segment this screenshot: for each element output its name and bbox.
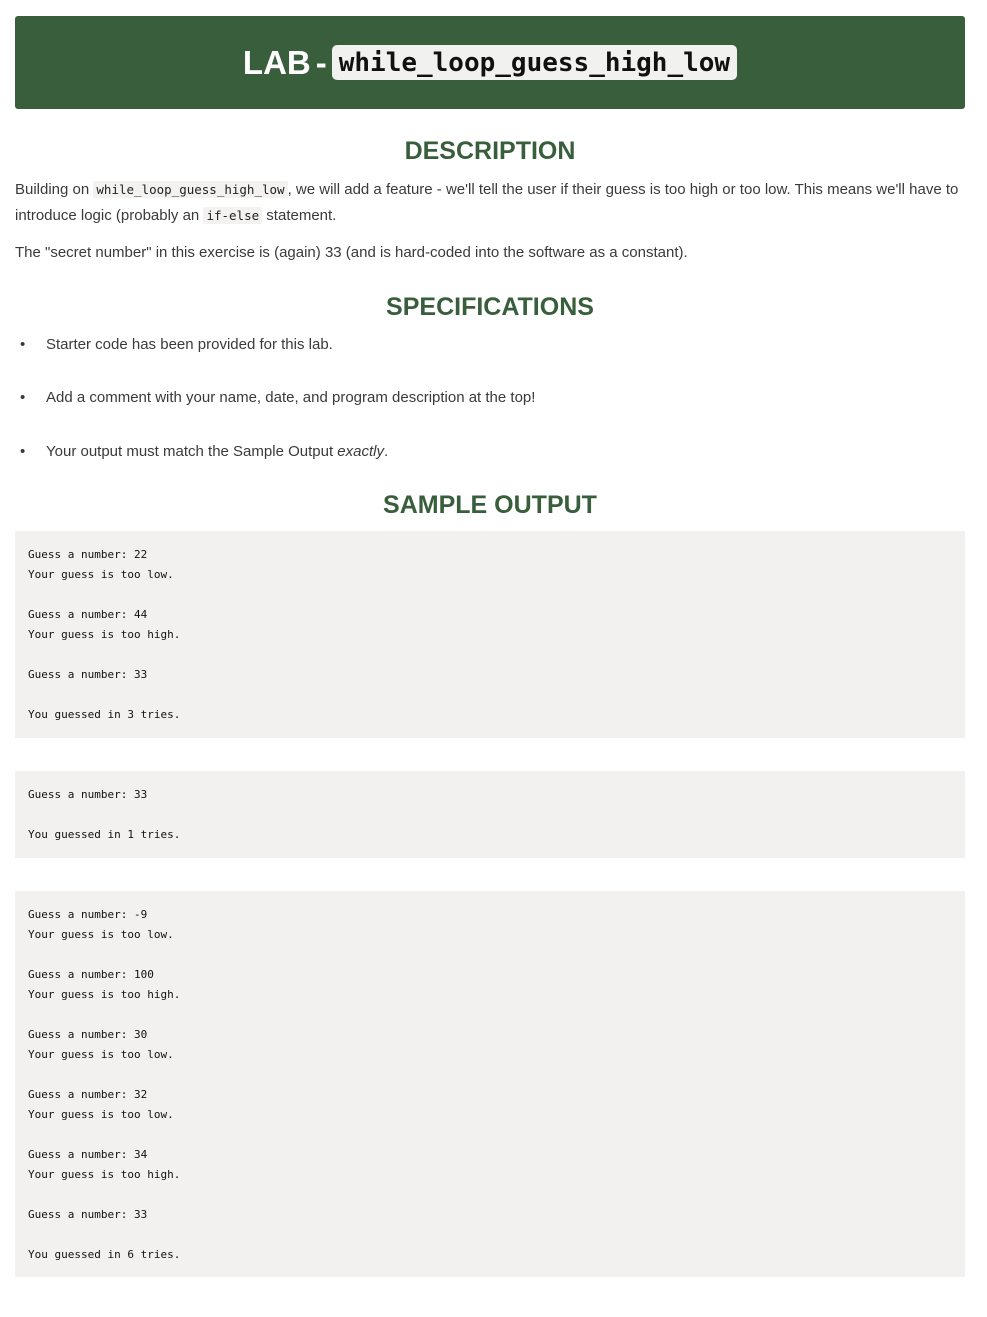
page-title <box>243 44 737 82</box>
bullet-icon: • <box>20 336 26 353</box>
description-paragraph-2: The "secret number" in this exercise is (again) 33 (and is hard-coded into the software as a constant). <box>15 244 688 261</box>
description-paragraph-1 <box>15 177 965 229</box>
sample-output-block-1: Guess a number: 22 Your guess is too low. Guess a number: 44 Your guess is too high. Guess a number: 33 You guessed in 3 tries. <box>15 531 965 738</box>
sample-output-heading: SAMPLE OUTPUT <box>383 491 597 519</box>
specifications-heading: SPECIFICATIONS <box>386 293 594 321</box>
desc-text-1: Building on <box>15 181 94 198</box>
desc-code-lab-name: while_loop_guess_high_low <box>93 181 287 198</box>
spec-item-text: Add a comment with your name, date, and program description at the top! <box>46 389 536 406</box>
description-heading: DESCRIPTION <box>404 137 576 165</box>
spec-item-text-end: . <box>383 443 389 460</box>
spec-item-text: Starter code has been provided for this lab. <box>46 336 333 353</box>
title-prefix: LAB <box>242 43 311 81</box>
desc-text-2: , we will add a feature - we'll tell the user if their guess is too high or too low. This means we'll have to introduce logic (probably an <box>15 181 959 224</box>
lab-name-code: while_loop_guess_high_low <box>332 45 737 80</box>
desc-code-if-else: if-else <box>203 207 262 224</box>
spec-item-output-match <box>20 442 946 462</box>
desc-text-3: statement. <box>262 207 337 224</box>
title-banner <box>15 16 965 109</box>
bullet-icon: • <box>20 389 26 406</box>
sample-output-block-3: Guess a number: -9 Your guess is too low. Guess a number: 100 Your guess is too high. Guess a number: 30 Your guess is too low. Guess a number: 32 Your guess is too low. Guess a number: 34 Your guess is too high. Guess a number: 33 You guessed in 6 tries. <box>15 891 965 1277</box>
title-separator: - <box>315 43 327 81</box>
spec-item-comment <box>20 388 946 408</box>
spec-item-text: Your output must match the Sample Output <box>46 443 338 460</box>
sample-output-block-2: Guess a number: 33 You guessed in 1 tries. <box>15 771 965 858</box>
spec-item-emphasis: exactly <box>337 443 384 460</box>
spec-item-starter-code <box>20 335 946 355</box>
bullet-icon: • <box>20 443 26 460</box>
